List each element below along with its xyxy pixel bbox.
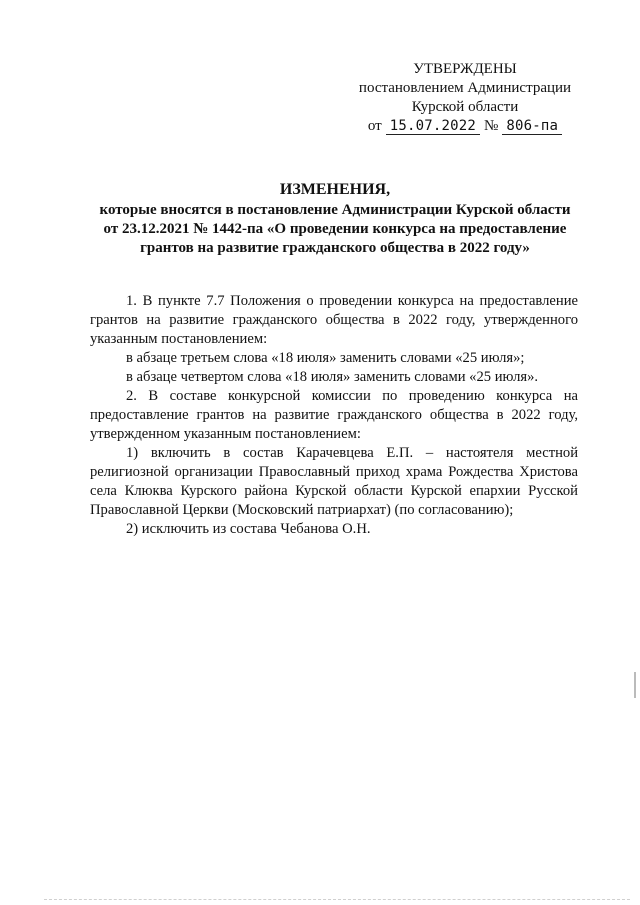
paragraph-1: 1. В пункте 7.7 Положения о проведении конкурса на предоставление грантов на развитие гражданского общества в 2022 году, утвержденного указанным постановлением: <box>90 293 578 347</box>
paragraph-2b: 2) исключить из состава Чебанова О.Н. <box>126 521 371 537</box>
approval-title: УТВЕРЖДЕНЫ <box>413 61 517 77</box>
document-body <box>90 292 578 539</box>
document-heading <box>80 180 590 258</box>
heading-title: ИЗМЕНЕНИЯ, <box>279 181 391 198</box>
heading-line-1: которые вносятся в постановление Администрации Курской области <box>99 202 571 218</box>
paragraph-2: 2. В составе конкурсной комиссии по проведению конкурса на предоставление грантов на развитие гражданского общества в 2022 году, утвержденном указанным постановлением: <box>90 388 578 442</box>
approval-line-region: Курской области <box>411 99 519 115</box>
approval-block <box>330 60 600 136</box>
heading-line-2: от 23.12.2021 № 1442-па «О проведении конкурса на предоставление <box>103 221 567 237</box>
approval-number: 806-па <box>502 118 562 135</box>
approval-line-authority: постановлением Администрации <box>358 80 572 96</box>
approval-date: 15.07.2022 <box>386 118 480 135</box>
paragraph-1a: в абзаце третьем слова «18 июля» заменить словами «25 июля»; <box>126 350 525 366</box>
paragraph-2a: 1) включить в состав Карачевцева Е.П. – настоятеля местной религиозной организации Православный приход храма Рождества Христова села Клюква Курского района Курской области Курской епархии Русской Православной Церкви (Московский патриархат) (по согласованию); <box>90 445 578 518</box>
approval-date-line <box>330 117 600 136</box>
number-prefix: № <box>484 118 499 134</box>
heading-line-3: грантов на развитие гражданского общества в 2022 году» <box>140 240 530 256</box>
scan-footer-line <box>44 899 630 901</box>
scan-edge-mark <box>634 672 636 698</box>
paragraph-1b: в абзаце четвертом слова «18 июля» заменить словами «25 июля». <box>126 369 539 385</box>
date-prefix: от <box>367 118 382 134</box>
